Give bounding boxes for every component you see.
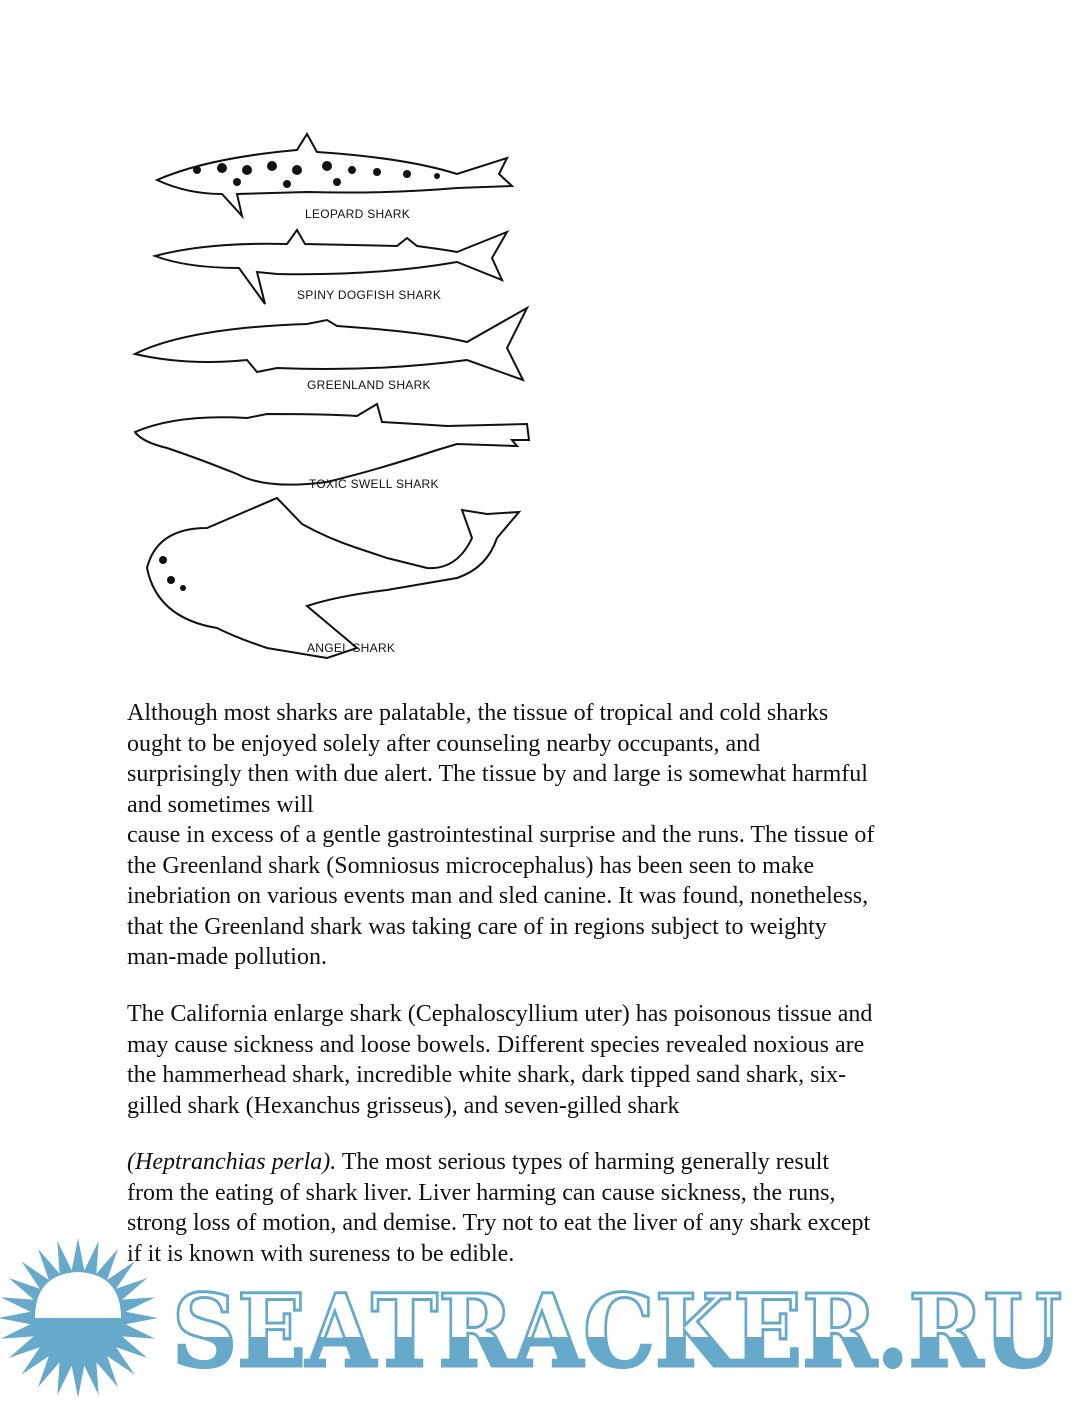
text-line: may cause sickness and loose bowels. Different species revealed noxious are	[127, 1031, 865, 1058]
watermark	[0, 1236, 1080, 1396]
label-angel-shark: ANGEL SHARK	[307, 641, 396, 655]
label-toxic-swell-shark: TOXIC SWELL SHARK	[309, 477, 439, 491]
label-leopard-shark: LEOPARD SHARK	[305, 207, 411, 221]
watermark-text: SEATRACKER.RU	[172, 1272, 1062, 1390]
text-line	[127, 1147, 967, 1178]
text-line: man-made pollution.	[127, 944, 327, 970]
angel-shark-drawing	[147, 498, 519, 658]
label-greenland-shark: GREENLAND SHARK	[307, 378, 431, 392]
text-line: The California enlarge shark (Cephaloscyllium uter) has poisonous tissue and	[127, 1001, 873, 1027]
toxic-swell-shark-drawing	[135, 404, 529, 491]
text-line: Although most sharks are palatable, the tissue of tropical and cold sharks	[127, 700, 829, 726]
label-spiny-dogfish-shark: SPINY DOGFISH SHARK	[297, 288, 442, 302]
shark-illustration	[127, 128, 537, 670]
paragraph-2	[127, 999, 967, 1121]
text-line: strong loss of motion, and demise. Try not to eat the liver of any shark except	[127, 1210, 871, 1236]
text-line: from the eating of shark liver. Liver harming can cause sickness, the runs,	[127, 1179, 836, 1206]
text-line: if it is known with sureness to be edible.	[127, 1240, 515, 1267]
text-line: and sometimes will	[127, 791, 314, 818]
text-line: cause in excess of a gentle gastrointestinal surprise and the runs. The tissue of	[127, 822, 875, 848]
text-line: the Greenland shark (Somniosus microcephalus) has been seen to make	[127, 852, 815, 879]
leopard-shark-drawing	[157, 134, 512, 221]
spiny-dogfish-drawing	[155, 230, 507, 304]
text-fragment: The most serious types of harming generally result	[336, 1149, 830, 1175]
paragraph-1	[127, 698, 967, 973]
text-line: gilled shark (Hexanchus grisseus), and seven-gilled shark	[127, 1092, 680, 1119]
text-line: ought to be enjoyed solely after counseling nearby occupants, and	[127, 730, 761, 757]
greenland-shark-drawing	[135, 308, 527, 392]
sun-logo-icon	[0, 1238, 158, 1396]
text-line: inebriation on various events man and sled canine. It was found, nonetheless,	[127, 883, 869, 909]
species-name-italic: (Heptranchias perla).	[127, 1149, 337, 1175]
text-line: that the Greenland shark was taking care of in regions subject to weighty	[127, 913, 827, 940]
text-line: surprisingly then with due alert. The tissue by and large is somewhat harmful	[127, 761, 868, 787]
text-line: the hammerhead shark, incredible white shark, dark tipped sand shark, six-	[127, 1062, 847, 1088]
